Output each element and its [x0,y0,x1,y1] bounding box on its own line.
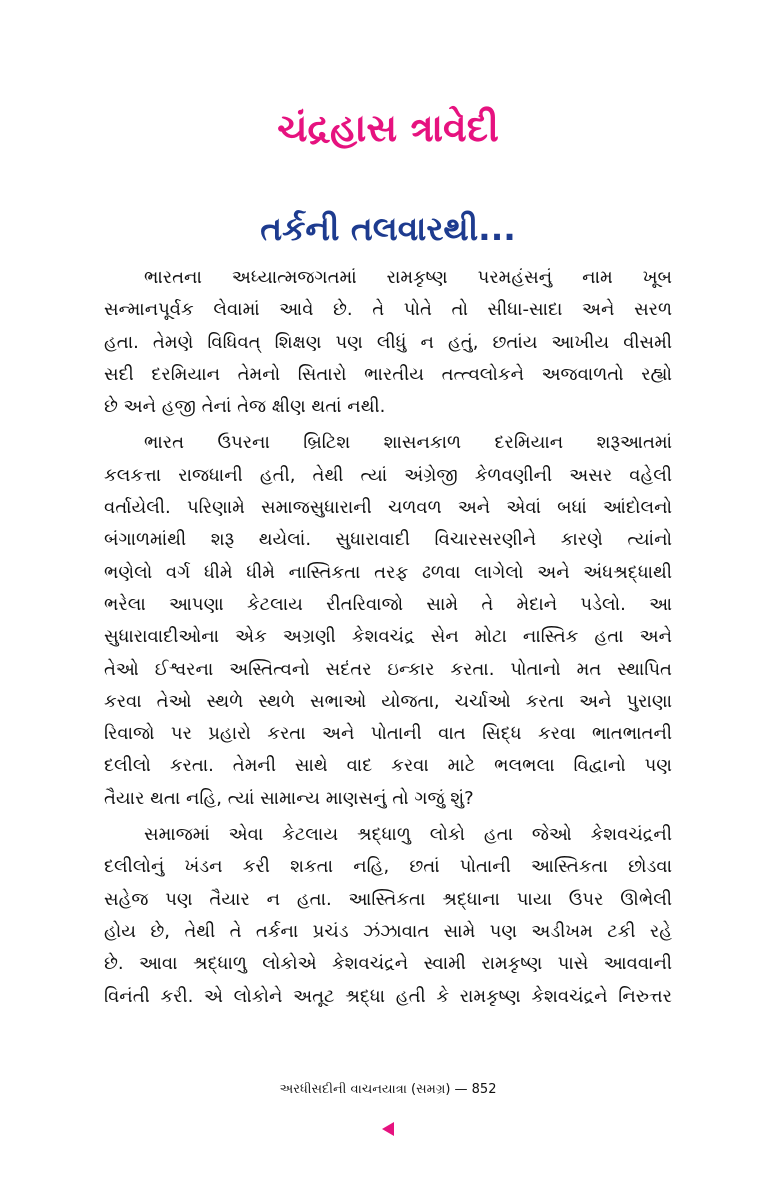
text-line: વિનંતી કરી. એ લોકોને અતૂટ શ્રદ્ધા હતી કે રામકૃષ્ણ કેશવચંદ્રને નિરુત્તર [104,985,672,1007]
text-line: સદી દરમિયાન તેમનો સિતારો ભારતીય તત્ત્વલોકને અજવાળતો રહ્યો [104,363,672,385]
paragraph [104,262,672,423]
text-line: સમાજમાં એવા કેટલાય શ્રદ્ધાળુ લોકો હતા જેઓ કેશવચંદ્રની [144,824,672,846]
text-line: કરવા તેઓ સ્થળે સ્થળે સભાઓ યોજતા, ચર્ચાઓ કરતા અને પુરાણા [104,690,672,712]
text-line: સુધારાવાદીઓના એક અગ્રણી કેશવચંદ્ર સેન મોટા નાસ્તિક હતા અને [104,626,672,648]
page-footer: અરધીસદીની વાચનયાત્રા (સમગ્ર) — 852 [279,1082,497,1097]
text-line: ભણેલો વર્ગ ધીમે ધીમે નાસ્તિકતા તરફ ઢળવા લાગેલો અને અંધશ્રદ્ધાથી [104,561,672,583]
text-line: સહેજ પણ તૈયાર ન હતા. આસ્તિકતા શ્રદ્ધાના પાયા ઉપર ઊભેલી [104,888,672,910]
text-line: દલીલોનું ખંડન કરી શકતા નહિ, છતાં પોતાની આસ્તિકતા છોડવા [104,856,672,878]
text-line: ભારતના અધ્યાત્મજગતમાં રામકૃષ્ણ પરમહંસનું નામ ખૂબ [144,267,672,288]
text-line: હોય છે, તેથી તે તર્કના પ્રચંડ ઝંઝાવાત સામે પણ અડીખમ ટકી રહે [104,920,672,942]
text-line: તેઓ ઈશ્વરના અસ્તિત્વનો સદંતર ઇન્કાર કરતા. પોતાનો મત સ્થાપિત [104,658,672,680]
text-line: બંગાળમાંથી શરૂ થયેલાં. સુધારાવાદી વિચારસરણીને કારણે ત્યાંનો [104,529,672,551]
text-line: હતા. તેમણે વિધિવત્ શિક્ષણ પણ લીધું ન હતું, છતાંય આખીય વીસમી [104,331,672,353]
text-line: છે. આવા શ્રદ્ધાળુ લોકોએ કેશવચંદ્રને સ્વામી રામકૃષ્ણ પાસે આવવાની [104,953,672,975]
author-name: ચંદ્રહાસ ત્રાવેદી [277,106,499,150]
text-line: છે અને હજી તેનાં તેજ ક્ષીણ થતાં નથી. [104,396,386,418]
text-line: કલકત્તા રાજધાની હતી, તેથી ત્યાં અંગ્રેજી કેળવણીની અસર વહેલી [104,464,672,486]
text-line: સન્માનપૂર્વક લેવામાં આવે છે. તે પોતે તો સીધા-સાદા અને સરળ [104,299,672,321]
text-line: દલીલો કરતા. તેમની સાથે વાદ કરવા માટે ભલભલા વિદ્વાનો પણ [104,755,672,777]
chapter-title: તર્કની તલવારથી... [260,209,516,248]
text-line: રિવાજો પર પ્રહારો કરતા અને પોતાની વાત સિદ્ધ કરવા ભાતભાતની [104,723,672,745]
text-line: વર્તાયેલી. પરિણામે સમાજસુધારાની ચળવળ અને એવાં બધાં આંદોલનો [104,497,672,519]
body-text [104,262,672,1017]
previous-page-arrow-icon[interactable] [382,1122,394,1136]
text-line: ભારત ઉપરના બ્રિટિશ શાસનકાળ દરમિયાન શરૂઆતમાં [144,432,672,454]
text-line: ભરેલા આપણા કેટલાય રીતરિવાજો સામે તે મેદાને પડેલો. આ [104,593,672,615]
paragraph [104,427,672,815]
paragraph [104,819,672,1013]
text-line: તૈયાર થતા નહિ, ત્યાં સામાન્ય માણસનું તો ગજું શું? [104,787,474,809]
